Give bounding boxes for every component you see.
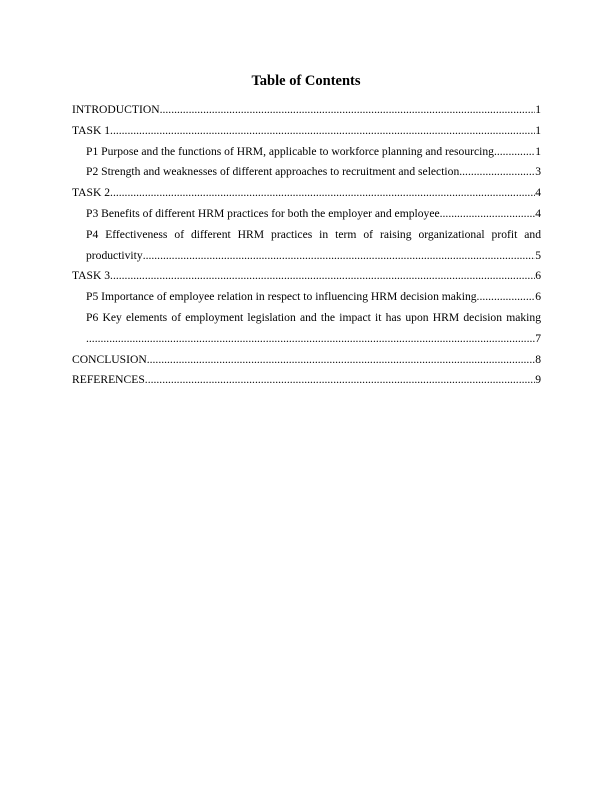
toc-entry-label-line-2: productivity: [86, 248, 143, 262]
toc-page-number: 1: [535, 123, 541, 137]
toc-entry-line-2: [72, 329, 541, 350]
toc-entry-label: CONCLUSION: [72, 352, 147, 366]
dot-leader: [440, 204, 536, 225]
toc-page-number: 6: [535, 290, 541, 304]
toc-page-number: 5: [535, 248, 541, 262]
toc-entry-p6[interactable]: [72, 308, 541, 350]
toc-title: Table of Contents: [251, 73, 361, 89]
toc-entry-label: INTRODUCTION: [72, 103, 160, 116]
toc-entry-line-2: [72, 246, 541, 267]
toc-entry-label: TASK 2: [72, 186, 111, 200]
toc-entry-label: REFERENCES: [72, 373, 145, 387]
toc-entry-label: P3 Benefits of different HRM practices for both the employer and employee: [86, 206, 440, 220]
toc-entry-label-line-1: P6 Key elements of employment legislation and the impact it has upon HRM decision making: [86, 310, 541, 324]
dot-leader: [160, 100, 536, 121]
toc-entry-task-1[interactable]: [72, 121, 541, 142]
dot-leader: [147, 350, 535, 371]
toc-entry-references[interactable]: [72, 370, 541, 391]
toc-page-number: 6: [535, 269, 541, 283]
toc-entry-task-2[interactable]: [72, 183, 541, 204]
toc-page-number: 1: [535, 144, 541, 158]
toc-entry-label: P5 Importance of employee relation in respect to influencing HRM decision making: [86, 290, 477, 304]
toc-entry-p1[interactable]: [72, 142, 541, 163]
dot-leader: [459, 162, 535, 183]
toc-entry-p5[interactable]: [72, 287, 541, 308]
toc-entry-label: P2 Strength and weaknesses of different approaches to recruitment and selection: [86, 165, 460, 179]
toc-page-number: 4: [535, 186, 541, 200]
dot-leader: [110, 121, 535, 142]
toc-entry-label: P1 Purpose and the functions of HRM, applicable to workforce planning and resourcing: [86, 144, 494, 158]
dot-leader: [143, 246, 536, 267]
toc-page-number: 9: [535, 373, 541, 387]
toc-entry-p3[interactable]: [72, 204, 541, 225]
toc-entry-label: TASK 3: [72, 269, 111, 283]
dot-leader: [477, 287, 536, 308]
toc-entry-label: TASK 1: [72, 123, 111, 137]
dot-leader: [86, 329, 535, 350]
dot-leader: [494, 142, 535, 163]
dot-leader: [145, 370, 535, 391]
dot-leader: [110, 266, 535, 287]
toc-entry-p2[interactable]: [72, 162, 541, 183]
toc-entry-task-3[interactable]: [72, 266, 541, 287]
toc-page-number: 8: [535, 352, 541, 366]
toc-page-number: 1: [535, 103, 541, 116]
toc-page-number: 3: [535, 165, 541, 179]
toc-entry-label-line-1: P4 Effectiveness of different HRM practices in term of raising organizational profit and: [86, 227, 541, 241]
table-of-contents: [72, 100, 541, 391]
toc-page-number: 7: [535, 331, 541, 345]
toc-page-number: 4: [535, 206, 541, 220]
toc-entry-p4[interactable]: [72, 225, 541, 267]
dot-leader: [110, 183, 535, 204]
toc-entry-conclusion[interactable]: [72, 350, 541, 371]
toc-entry-introduction[interactable]: [72, 100, 541, 121]
